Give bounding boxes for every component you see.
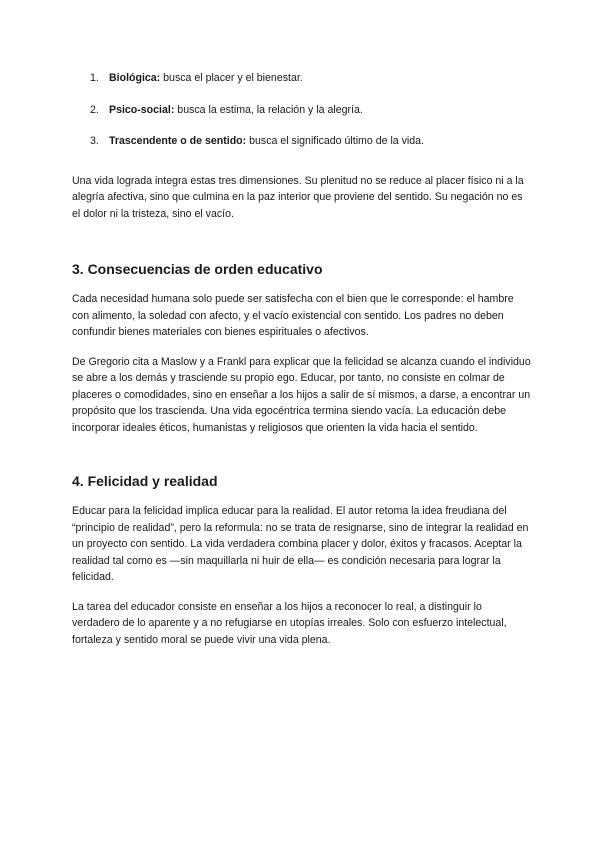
section-3-paragraph-1: Cada necesidad humana solo puede ser satisfecha con el bien que le corresponde: el hambre con alimento, la soledad con afecto, y el vacío existencial con sentido. Los padres no deben confundir bienes materiales con bienes espirituales o afectivos. — [72, 293, 514, 338]
section-4-paragraph-2: La tarea del educador consiste en enseñar a los hijos a reconocer lo real, a distinguir lo verdadero de lo aparente y a no refugiarse en utopías irreales. Solo con esfuerzo intelectual, fortaleza y sentido moral se puede vivir una vida plena. — [72, 600, 507, 646]
list-item-text: busca el significado último de la vida. — [246, 135, 425, 147]
page-content — [72, 70, 532, 648]
list-item-text: busca el placer y el bienestar. — [160, 72, 303, 84]
section-3-paragraph-2: De Gregorio cita a Maslow y a Frankl para explicar que la felicidad se alcanza cuando el individuo se abre a los demás y trasciende su propio ego. Educar, por tanto, no consiste en colmar de placeres o comodidades, sino en enseñar a los hijos a salir de sí mismos, a darse, a encontrar un propósito que los trascienda. Una vida egocéntrica termina siendo vacía. La educación debe incorporar ideales éticos, humanistas y religiosos que orienten la vida hacia el sentido. — [72, 355, 531, 434]
list-item — [72, 102, 532, 119]
list-item — [72, 133, 532, 150]
list-item-number: 2. — [90, 103, 99, 116]
intro-paragraph: Una vida lograda integra estas tres dimensiones. Su plenitud no se reduce al placer físico ni a la alegría afectiva, sino que culmina en la paz interior que proviene del sentido. Su negación no es el dolor ni la tristeza, sino el vacío. — [72, 174, 524, 220]
section-4-paragraph-1: Educar para la felicidad implica educar para la realidad. El autor retoma la idea freudiana del “principio de realidad”, pero la reformula: no se trata de resignarse, sino de integrar la realidad en un proyecto con sentido. La vida verdadera combina placer y dolor, éxitos y fracasos. Aceptar la realidad tal como es —sin maquillarla ni huir de ella— es condición necesaria para lograr la felicidad. — [72, 505, 529, 583]
section-3-heading: 3. Consecuencias de orden educativo — [72, 261, 323, 277]
section-4-heading: 4. Felicidad y realidad — [72, 473, 218, 489]
list-item-text: busca la estima, la relación y la alegría. — [174, 103, 363, 116]
list-item-term: Trascendente o de sentido: — [109, 135, 247, 147]
list-item — [72, 70, 532, 87]
list-item-number: 3. — [90, 135, 99, 147]
list-item-term: Psico-social: — [109, 103, 175, 116]
dimensions-list — [72, 70, 532, 150]
list-item-term: Biológica: — [109, 72, 161, 84]
list-item-number: 1. — [90, 72, 99, 84]
